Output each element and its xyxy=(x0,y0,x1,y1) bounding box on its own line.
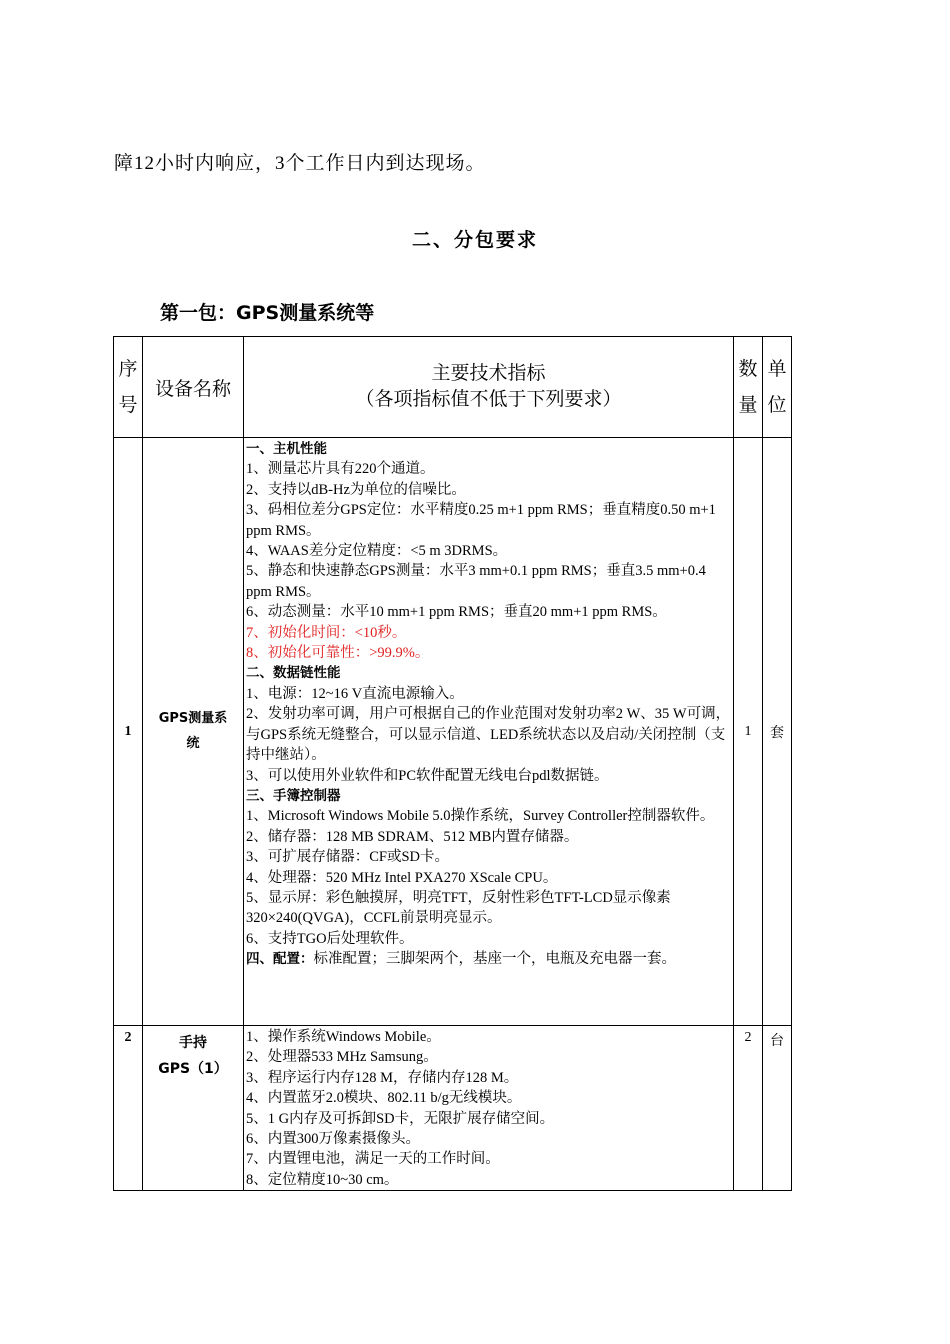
header-unit: 单 位 xyxy=(763,337,792,438)
row-device-name: 手持 GPS（1） xyxy=(143,1026,244,1191)
row-seq: 1 xyxy=(114,438,143,1026)
spec-item-highlight: 8、初始化可靠性：>99.9%。 xyxy=(246,645,430,662)
package-title: 第一包：GPS测量系统等 xyxy=(160,302,375,324)
spec-item: 5、1 G内存及可拆卸SD卡，无限扩展存储空间。 xyxy=(246,1110,555,1127)
spec-item: 4、内置蓝牙2.0模块、802.11 b/g无线模块。 xyxy=(246,1090,522,1107)
spec-item: 3、可以使用外业软件和PC软件配置无线电台pdl数据链。 xyxy=(246,767,609,784)
row-specs xyxy=(244,1026,734,1191)
spec-item: 3、程序运行内存128 M，存储内存128 M。 xyxy=(246,1069,519,1086)
spec-config xyxy=(246,949,731,969)
header-name: 设备名称 xyxy=(143,337,244,438)
spec-heading-controller: 三、手簿控制器 xyxy=(246,787,341,804)
header-qty: 数 量 xyxy=(734,337,763,438)
section-title: 二、分包要求 xyxy=(411,229,538,251)
spec-item: 2、处理器533 MHz Samsung。 xyxy=(246,1049,438,1066)
spec-table xyxy=(113,336,792,1191)
row-qty: 2 xyxy=(734,1026,763,1191)
spec-item: 1、操作系统Windows Mobile。 xyxy=(246,1029,441,1045)
spec-item: 1、Microsoft Windows Mobile 5.0操作系统，Survey Controller控制器软件。 xyxy=(246,808,715,825)
row-unit: 台 xyxy=(763,1026,792,1191)
spec-item: 1、电源：12~16 V直流电源输入。 xyxy=(246,685,464,702)
row-device-name: GPS测量系 统 xyxy=(143,438,244,1026)
header-seq: 序 号 xyxy=(114,337,143,438)
spec-item: 2、储存器：128 MB SDRAM、512 MB内置存储器。 xyxy=(246,828,579,845)
spec-item: 5、显示屏：彩色触摸屏，明亮TFT，反射性彩色TFT-LCD显示像素320×240(QVGA)，CCFL前景明亮显示。 xyxy=(246,889,671,927)
spec-item-highlight: 7、初始化时间：<10秒。 xyxy=(246,624,407,641)
spec-item: 2、支持以dB-Hz为单位的信噪比。 xyxy=(246,481,466,498)
spec-item: 4、WAAS差分定位精度：<5 m 3DRMS。 xyxy=(246,543,508,560)
spec-item: 4、处理器：520 MHz Intel PXA270 XScale CPU。 xyxy=(246,869,558,886)
table-row xyxy=(114,438,792,1026)
intro-paragraph: 障12小时内响应，3个工作日内到达现场。 xyxy=(114,153,486,174)
header-main-specs: 主要技术指标 （各项指标值不低于下列要求） xyxy=(244,337,734,438)
row-specs xyxy=(244,438,734,1026)
spec-heading-host: 一、主机性能 xyxy=(246,441,327,457)
spec-item: 3、可扩展存储器：CF或SD卡。 xyxy=(246,849,450,866)
table-header-row xyxy=(114,337,792,438)
table-row xyxy=(114,1026,792,1191)
spec-heading-datalink: 二、数据链性能 xyxy=(246,665,341,682)
spec-item: 8、定位精度10~30 cm。 xyxy=(246,1171,399,1188)
spec-item: 6、动态测量：水平10 mm+1 ppm RMS；垂直20 mm+1 ppm RMS。 xyxy=(246,604,667,621)
spec-item: 7、内置锂电池，满足一天的工作时间。 xyxy=(246,1151,500,1168)
row-qty: 1 xyxy=(734,438,763,1026)
row-unit: 套 xyxy=(763,438,792,1026)
spec-config-text: 标准配置；三脚架两个，基座一个，电瓶及充电器一套。 xyxy=(313,951,676,968)
row-seq: 2 xyxy=(114,1026,143,1191)
spec-item: 1、测量芯片具有220个通道。 xyxy=(246,461,435,478)
spec-item: 6、内置300万像素摄像头。 xyxy=(246,1131,420,1148)
spec-item: 2、发射功率可调，用户可根据自己的作业范围对发射功率2 W、35 W可调，与GPS系统无缝整合，可以显示信道、LED系统状态以及启动/关闭控制（支持中继站）。 xyxy=(246,706,731,764)
spec-item: 6、支持TGO后处理软件。 xyxy=(246,930,414,947)
spec-item: 3、码相位差分GPS定位：水平精度0.25 m+1 ppm RMS；垂直精度0.50 m+1 ppm RMS。 xyxy=(246,502,716,539)
spec-config-label: 四、配置： xyxy=(246,951,314,968)
spec-item: 5、静态和快速静态GPS测量：水平3 mm+0.1 ppm RMS；垂直3.5 mm+0.4 ppm RMS。 xyxy=(246,563,706,600)
